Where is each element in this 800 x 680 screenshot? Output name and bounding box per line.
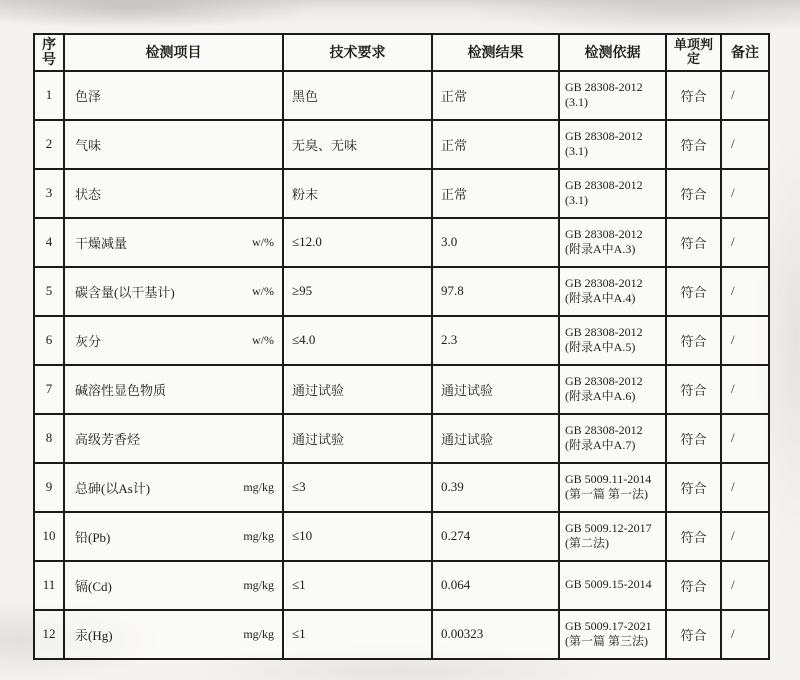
remark-cell: /	[721, 610, 769, 659]
test-item-cell	[64, 71, 283, 120]
requirement-cell: ≤1	[283, 610, 432, 659]
test-item-cell	[64, 218, 283, 267]
table-header	[34, 34, 769, 71]
basis-line1: GB 5009.11-2014	[565, 471, 652, 486]
test-item-cell	[64, 316, 283, 365]
basis-line2: (第一篇 第三法)	[565, 634, 648, 649]
requirement-cell: ≤4.0	[283, 316, 432, 365]
result-cell: 97.8	[432, 267, 559, 316]
requirement-cell: 通过试验	[283, 365, 432, 414]
judgment-cell: 符合	[666, 463, 721, 512]
basis-line2: (附录A中A.5)	[565, 340, 636, 355]
result-cell: 通过试验	[432, 365, 559, 414]
test-item-name: 汞(Hg)	[75, 627, 113, 643]
test-item-cell	[64, 463, 283, 512]
test-item-name: 碱溶性显色物质	[75, 382, 167, 398]
remark-cell: /	[721, 463, 769, 512]
test-item-name: 高级芳香烃	[75, 431, 141, 447]
table-row	[34, 414, 769, 463]
row-number: 12	[34, 610, 64, 659]
basis-line1: GB 5009.15-2014	[565, 577, 652, 592]
result-cell: 0.00323	[432, 610, 559, 659]
basis-cell	[559, 414, 666, 463]
requirement-cell: ≤1	[283, 561, 432, 610]
basis-cell	[559, 267, 666, 316]
judgment-cell: 符合	[666, 316, 721, 365]
row-number: 11	[34, 561, 64, 610]
table-body	[34, 71, 769, 659]
test-report-table	[33, 33, 770, 660]
requirement-cell: ≤10	[283, 512, 432, 561]
test-item-unit: w/%	[252, 283, 274, 298]
test-item-unit: w/%	[252, 234, 274, 249]
table-row	[34, 120, 769, 169]
test-item-cell	[64, 512, 283, 561]
row-number: 4	[34, 218, 64, 267]
basis-line2: (3.1)	[565, 193, 588, 208]
basis-cell	[559, 365, 666, 414]
remark-cell: /	[721, 365, 769, 414]
test-item-cell	[64, 169, 283, 218]
table-row	[34, 512, 769, 561]
row-number: 3	[34, 169, 64, 218]
test-item-name: 色泽	[75, 88, 102, 104]
result-cell: 3.0	[432, 218, 559, 267]
basis-line2: (附录A中A.6)	[565, 389, 636, 404]
table-row	[34, 365, 769, 414]
header-judgment: 单项判定	[666, 34, 721, 71]
requirement-cell: 无臭、无味	[283, 120, 432, 169]
basis-line2: (附录A中A.4)	[565, 291, 636, 306]
basis-cell	[559, 71, 666, 120]
judgment-cell: 符合	[666, 561, 721, 610]
table-row	[34, 316, 769, 365]
basis-line2: (3.1)	[565, 95, 588, 110]
remark-cell: /	[721, 169, 769, 218]
test-item-unit: mg/kg	[243, 528, 274, 543]
basis-cell	[559, 463, 666, 512]
test-item-unit: mg/kg	[243, 479, 274, 494]
header-item: 检测项目	[64, 34, 283, 71]
requirement-cell: ≥95	[283, 267, 432, 316]
basis-cell	[559, 316, 666, 365]
test-item-name: 镉(Cd)	[75, 578, 112, 594]
requirement-cell: ≤12.0	[283, 218, 432, 267]
test-item-name: 状态	[75, 186, 102, 202]
header-remark: 备注	[721, 34, 769, 71]
judgment-cell: 符合	[666, 267, 721, 316]
basis-line2: (第一篇 第一法)	[565, 487, 648, 502]
remark-cell: /	[721, 71, 769, 120]
table-row	[34, 71, 769, 120]
basis-line1: GB 28308-2012	[565, 422, 643, 437]
judgment-cell: 符合	[666, 365, 721, 414]
header-row	[34, 34, 769, 71]
basis-line1: GB 28308-2012	[565, 324, 643, 339]
basis-line1: GB 28308-2012	[565, 79, 643, 94]
test-item-cell	[64, 561, 283, 610]
requirement-cell: 黑色	[283, 71, 432, 120]
requirement-cell: 粉末	[283, 169, 432, 218]
header-result: 检测结果	[432, 34, 559, 71]
basis-line1: GB 5009.17-2021	[565, 618, 652, 633]
basis-cell	[559, 169, 666, 218]
remark-cell: /	[721, 414, 769, 463]
test-item-unit: w/%	[252, 332, 274, 347]
basis-cell	[559, 218, 666, 267]
remark-cell: /	[721, 512, 769, 561]
test-item-name: 总砷(以As计)	[75, 480, 151, 496]
test-item-cell	[64, 120, 283, 169]
table-row	[34, 218, 769, 267]
header-no: 序号	[34, 34, 64, 71]
remark-cell: /	[721, 120, 769, 169]
result-cell: 0.274	[432, 512, 559, 561]
basis-cell	[559, 610, 666, 659]
judgment-cell: 符合	[666, 414, 721, 463]
row-number: 6	[34, 316, 64, 365]
table-row	[34, 267, 769, 316]
test-item-unit: mg/kg	[243, 577, 274, 592]
basis-line2: (第二法)	[565, 536, 609, 551]
remark-cell: /	[721, 267, 769, 316]
header-requirement: 技术要求	[283, 34, 432, 71]
test-item-cell	[64, 267, 283, 316]
test-item-name: 铅(Pb)	[75, 529, 111, 545]
row-number: 7	[34, 365, 64, 414]
row-number: 9	[34, 463, 64, 512]
table-row	[34, 169, 769, 218]
basis-line1: GB 28308-2012	[565, 226, 643, 241]
basis-line1: GB 28308-2012	[565, 177, 643, 192]
basis-line1: GB 28308-2012	[565, 373, 643, 388]
result-cell: 正常	[432, 169, 559, 218]
basis-line1: GB 5009.12-2017	[565, 520, 652, 535]
remark-cell: /	[721, 316, 769, 365]
result-cell: 正常	[432, 71, 559, 120]
basis-line1: GB 28308-2012	[565, 275, 643, 290]
row-number: 8	[34, 414, 64, 463]
table-row	[34, 463, 769, 512]
row-number: 2	[34, 120, 64, 169]
row-number: 5	[34, 267, 64, 316]
test-item-name: 碳含量(以干基计)	[75, 284, 175, 300]
test-item-cell	[64, 610, 283, 659]
test-item-name: 灰分	[75, 333, 102, 349]
requirement-cell: 通过试验	[283, 414, 432, 463]
basis-line2: (3.1)	[565, 144, 588, 159]
table-row	[34, 610, 769, 659]
test-item-name: 干燥减量	[75, 235, 128, 251]
test-item-cell	[64, 365, 283, 414]
judgment-cell: 符合	[666, 120, 721, 169]
row-number: 10	[34, 512, 64, 561]
result-cell: 0.39	[432, 463, 559, 512]
test-item-name: 气味	[75, 137, 102, 153]
requirement-cell: ≤3	[283, 463, 432, 512]
test-item-cell	[64, 414, 283, 463]
judgment-cell: 符合	[666, 610, 721, 659]
basis-line2: (附录A中A.3)	[565, 242, 636, 257]
basis-cell	[559, 561, 666, 610]
judgment-cell: 符合	[666, 169, 721, 218]
row-number: 1	[34, 71, 64, 120]
test-item-unit: mg/kg	[243, 626, 274, 641]
remark-cell: /	[721, 561, 769, 610]
judgment-cell: 符合	[666, 512, 721, 561]
header-basis: 检测依据	[559, 34, 666, 71]
remark-cell: /	[721, 218, 769, 267]
basis-line1: GB 28308-2012	[565, 128, 643, 143]
result-cell: 2.3	[432, 316, 559, 365]
basis-cell	[559, 120, 666, 169]
result-cell: 0.064	[432, 561, 559, 610]
judgment-cell: 符合	[666, 71, 721, 120]
result-cell: 正常	[432, 120, 559, 169]
basis-line2: (附录A中A.7)	[565, 438, 636, 453]
result-cell: 通过试验	[432, 414, 559, 463]
basis-cell	[559, 512, 666, 561]
judgment-cell: 符合	[666, 218, 721, 267]
table-row	[34, 561, 769, 610]
